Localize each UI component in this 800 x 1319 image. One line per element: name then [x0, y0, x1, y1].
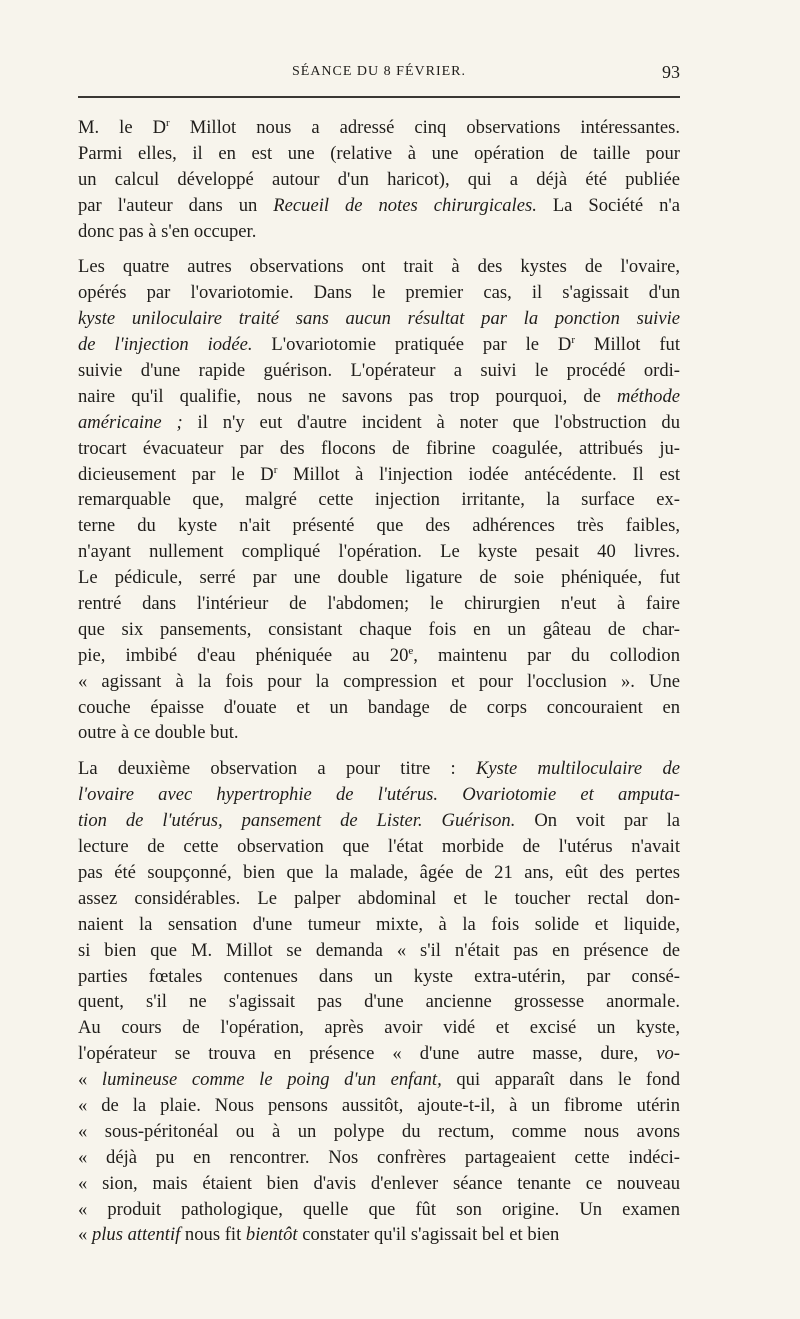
header-rule — [78, 96, 680, 98]
text-line: donc pas à s'en occuper. — [78, 220, 257, 242]
page-number: 93 — [662, 62, 680, 82]
text-line: terne du kyste n'ait présenté que des adhérences très faibles, — [78, 515, 680, 537]
text-line: par l'auteur dans un Recueil de notes chirurgicales. La Société n'a — [78, 194, 680, 216]
running-title: SÉANCE DU 8 FÉVRIER. — [291, 64, 466, 79]
text-line: « sous-péritonéal ou à un polype du rectum, comme nous avons — [78, 1120, 680, 1142]
text-line: n'ayant nullement compliqué l'opération. Le kyste pesait 40 livres. — [78, 541, 680, 563]
text-line: « plus attentif nous fit bientôt constater qu'il s'agissait bel et bien — [78, 1224, 560, 1246]
text-line: M. le $D^r$ Millot nous a adressé cinq observations intéressantes. — [78, 117, 681, 138]
text-line: pas été soupçonné, bien que la malade, âgée de 21 ans, eût des pertes — [78, 861, 680, 883]
text-line: « déjà pu en rencontrer. Nos confrères partageaient cette indéci- — [78, 1146, 680, 1168]
text-line: rentré dans l'intérieur de l'abdomen; le chirurgien n'eut à faire — [78, 593, 680, 615]
text-line: Les quatre autres observations ont trait à des kystes de l'ovaire, — [78, 256, 680, 278]
text-line: « agissant à la fois pour la compression et pour l'occlusion ». Une — [78, 670, 680, 692]
text-line: « lumineuse comme le poing d'un enfant, qui apparaît dans le fond — [78, 1069, 680, 1091]
text-line: américaine ; il n'y eut d'autre incident à noter que l'obstruction du — [78, 411, 680, 433]
paragraph-gap — [78, 746, 680, 756]
text-line: « produit pathologique, quelle que fût son origine. Un examen — [78, 1198, 680, 1220]
text-line: naire qu'il qualifie, nous ne savons pas trop pourquoi, de méthode — [78, 385, 680, 407]
text-line: remarquable que, malgré cette injection irritante, la surface ex- — [78, 489, 680, 511]
text-line: outre à ce double but. — [78, 722, 239, 744]
text-line: l'ovaire avec hypertrophie de l'utérus. Ovariotomie et amputa- — [78, 784, 680, 806]
text-line: trocart évacuateur par des flocons de fibrine coagulée, attribués ju- — [78, 437, 680, 459]
text-line: si bien que M. Millot se demanda « s'il n'était pas en présence de — [78, 939, 680, 961]
text-line: Parmi elles, il en est une (relative à une opération de taille pour — [78, 142, 680, 164]
paragraph — [78, 254, 680, 746]
text-line: kyste uniloculaire traité sans aucun résultat par la ponction suivie — [78, 308, 680, 330]
text-line: l'opérateur se trouva en présence « d'une autre masse, dure, vo- — [78, 1043, 680, 1065]
paragraph — [78, 756, 680, 1248]
text-line: parties fœtales contenues dans un kyste extra-utérin, par consé- — [78, 965, 680, 987]
text-line: Au cours de l'opération, après avoir vidé et excisé un kyste, — [78, 1017, 680, 1039]
text-line: couche épaisse d'ouate et un bandage de corps concouraient en — [78, 696, 680, 718]
text-line: lecture de cette observation que l'état morbide de l'utérus n'avait — [78, 836, 680, 858]
text-line: La deuxième observation a pour titre : Kyste multiloculaire de — [78, 758, 680, 780]
text-line: de l'injection iodée. L'ovariotomie pratiquée par le $D^r$ Millot fut — [78, 334, 680, 356]
text-line: Le pédicule, serré par une double ligature de soie phéniquée, fut — [78, 567, 680, 589]
text-line: « sion, mais étaient bien d'avis d'enlever séance tenante ce nouveau — [78, 1172, 680, 1194]
text-line: que six pansements, consistant chaque fois en un gâteau de char- — [78, 618, 680, 640]
paragraph — [78, 115, 680, 244]
text-line: suivie d'une rapide guérison. L'opérateur a suivi le procédé ordi- — [78, 360, 680, 382]
body-text — [78, 115, 680, 1248]
text-line: un calcul développé autour d'un haricot), qui a déjà été publiée — [78, 168, 680, 190]
text-line: opérés par l'ovariotomie. Dans le premier cas, il s'agissait d'un — [78, 282, 680, 304]
text-line: « de la plaie. Nous pensons aussitôt, ajoute-t-il, à un fibrome utérin — [78, 1094, 680, 1116]
text-line: pie, imbibé d'eau phéniquée au 20e, maintenu par du collodion — [78, 644, 680, 666]
text-line: naient la sensation d'une tumeur mixte, à la fois solide et liquide, — [78, 913, 680, 935]
paragraph-gap — [78, 244, 680, 254]
running-header — [78, 62, 680, 88]
text-line: quent, s'il ne s'agissait pas d'une ancienne grossesse anormale. — [78, 991, 680, 1013]
text-line: assez considérables. Le palper abdominal et le toucher rectal don- — [78, 887, 680, 909]
text-line: tion de l'utérus, pansement de Lister. Guérison. On voit par la — [78, 810, 680, 832]
text-line: dicieusement par le $D^r$ Millot à l'injection iodée antécédente. Il est — [78, 463, 680, 485]
